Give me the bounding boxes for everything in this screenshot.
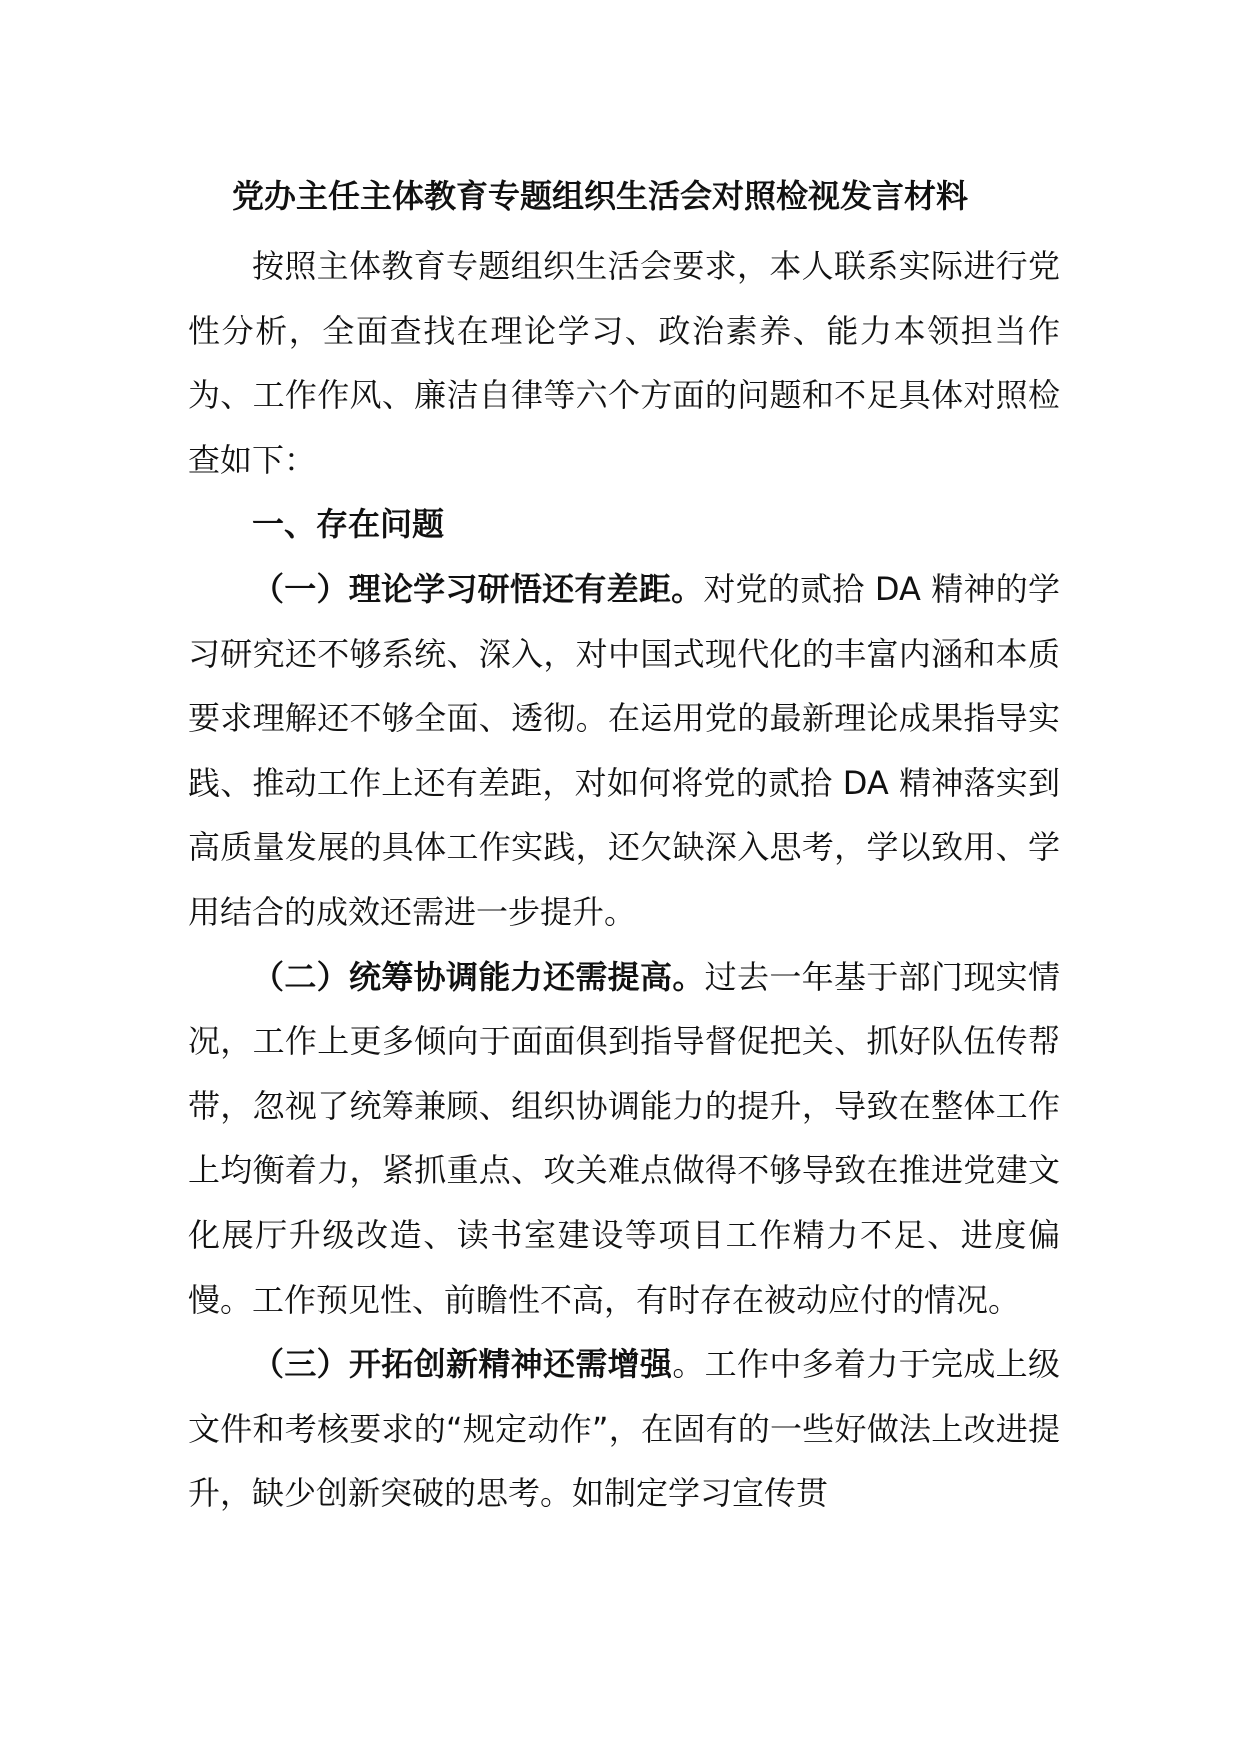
document-title: 党办主任主体教育专题组织生活会对照检视发言材料 [231,177,968,215]
problem-item-2 [188,945,1060,1333]
problem-item-text: 。工作中多着力于完成上级文件和考核要求的“规定动作”，在固有的一些好做法上改进提升，缺少创新突破的思考。如制定学习宣传贯 [188,1345,1060,1513]
problem-item-text: 对党的贰拾 DA 精神的学习研究还不够系统、深入，对中国式现代化的丰富内涵和本质要求理解还不够全面、透彻。在运用党的最新理论成果指导实践、推动工作上还有差距，对如何将党的贰拾 DA 精神落实到高质量发展的具体工作实践，还欠缺深入思考，学以致用、学用结合的成效还需进一步提升。 [188,569,1060,931]
problem-item-1 [188,557,1060,945]
problem-item-heading: （三）开拓创新精神还需增强 [252,1345,673,1384]
document-body [188,234,1060,1526]
intro-paragraph: 按照主体教育专题组织生活会要求，本人联系实际进行党性分析，全面查找在理论学习、政治素养、能力本领担当作为、工作作风、廉洁自律等六个方面的问题和不足具体对照检查如下： [188,247,1060,479]
problem-item-3 [188,1332,1060,1526]
problem-item-text: 过去一年基于部门现实情况，工作上更多倾向于面面俱到指导督促把关、抓好队伍传帮带，忽视了统筹兼顾、组织协调能力的提升，导致在整体工作上均衡着力，紧抓重点、攻关难点做得不够导致在推进党建文化展厅升级改造、读书室建设等项目工作精力不足、进度偏慢。工作预见性、前瞻性不高，有时存在被动应付的情况。 [188,957,1060,1319]
problem-item-heading: （二）统筹协调能力还需提高。 [252,957,705,996]
section-heading-problems: 一、存在问题 [252,505,445,544]
problem-item-heading: （一）理论学习研悟还有差距。 [252,569,704,608]
